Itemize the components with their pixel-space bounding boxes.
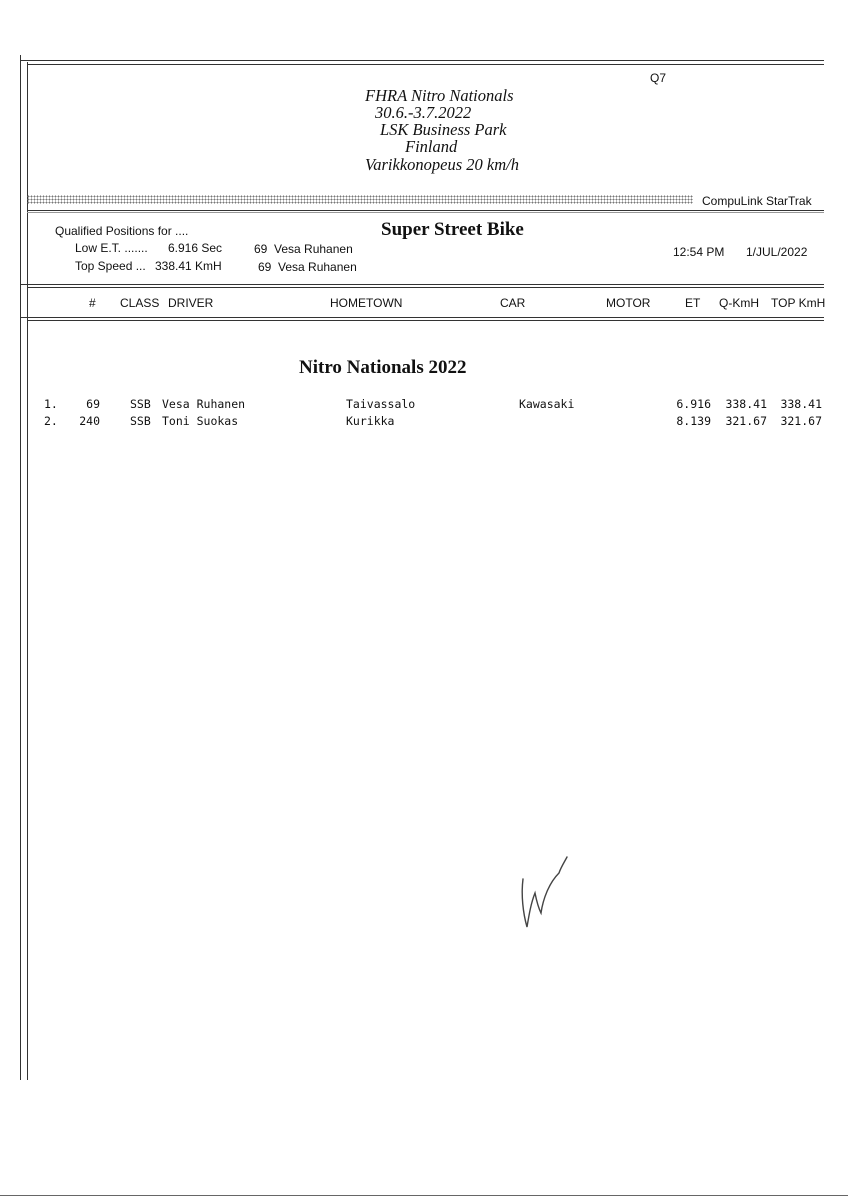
row-class: SSB bbox=[130, 414, 151, 428]
low-et-holder: 69 Vesa Ruhanen bbox=[254, 242, 353, 256]
col-class: CLASS bbox=[120, 296, 160, 310]
row-hometown: Kurikka bbox=[346, 414, 395, 428]
table-row bbox=[0, 414, 848, 431]
col-driver: DRIVER bbox=[168, 296, 214, 310]
row-qkmh: 338.41 bbox=[725, 397, 767, 411]
top-speed-label: Top Speed ... bbox=[75, 259, 146, 273]
signature bbox=[515, 855, 575, 935]
col-et: ET bbox=[685, 296, 701, 310]
section-title: Nitro Nationals 2022 bbox=[299, 357, 467, 378]
row-position: 1. bbox=[44, 397, 58, 411]
sheet-code: Q7 bbox=[650, 71, 667, 85]
report-date: 1/JUL/2022 bbox=[746, 245, 808, 259]
rule-above-columns bbox=[20, 284, 824, 285]
col-hometown: HOMETOWN bbox=[330, 296, 403, 310]
left-border bbox=[20, 55, 21, 1080]
col-car: CAR bbox=[500, 296, 526, 310]
low-et-label: Low E.T. ....... bbox=[75, 241, 148, 255]
bottom-rule bbox=[0, 1195, 848, 1196]
table-row bbox=[0, 397, 848, 414]
top-speed-value: 338.41 KmH bbox=[155, 259, 222, 273]
col-topkmh: TOP KmH bbox=[771, 296, 826, 310]
rule-above-columns-2 bbox=[27, 287, 824, 288]
rule-below-columns-2 bbox=[27, 320, 824, 321]
qualified-label: Qualified Positions for .... bbox=[55, 224, 189, 238]
system-name: CompuLink StarTrak bbox=[702, 194, 812, 208]
row-et: 8.139 bbox=[676, 414, 711, 428]
top-speed-holder: 69 Vesa Ruhanen bbox=[258, 260, 357, 274]
event-line-5: Varikkonopeus 20 km/h bbox=[365, 155, 519, 174]
left-border-inner bbox=[27, 62, 28, 1080]
row-number: 240 bbox=[79, 414, 100, 428]
rule-below-band-2 bbox=[27, 212, 824, 213]
col-num: # bbox=[89, 296, 96, 310]
dotted-band bbox=[27, 195, 693, 204]
row-number: 69 bbox=[86, 397, 100, 411]
event-line-3: LSK Business Park bbox=[380, 120, 507, 139]
row-car: Kawasaki bbox=[519, 397, 575, 411]
rule-below-columns bbox=[20, 317, 824, 318]
row-et: 6.916 bbox=[676, 397, 711, 411]
rule-below-band bbox=[27, 210, 824, 211]
row-hometown: Taivassalo bbox=[346, 397, 416, 411]
top-rule bbox=[20, 60, 824, 61]
col-qkmh: Q-KmH bbox=[719, 296, 759, 310]
row-driver: Toni Suokas bbox=[162, 414, 239, 428]
row-position: 2. bbox=[44, 414, 58, 428]
report-time: 12:54 PM bbox=[673, 245, 725, 259]
event-line-1: FHRA Nitro Nationals bbox=[365, 86, 514, 105]
top-rule-2 bbox=[27, 64, 824, 65]
event-line-2: 30.6.-3.7.2022 bbox=[375, 103, 472, 122]
class-title: Super Street Bike bbox=[381, 219, 524, 240]
col-motor: MOTOR bbox=[606, 296, 651, 310]
event-line-4: Finland bbox=[405, 137, 458, 156]
row-qkmh: 321.67 bbox=[725, 414, 767, 428]
row-topkmh: 321.67 bbox=[780, 414, 822, 428]
row-topkmh: 338.41 bbox=[780, 397, 822, 411]
low-et-value: 6.916 Sec bbox=[168, 241, 223, 255]
row-driver: Vesa Ruhanen bbox=[162, 397, 246, 411]
row-class: SSB bbox=[130, 397, 151, 411]
